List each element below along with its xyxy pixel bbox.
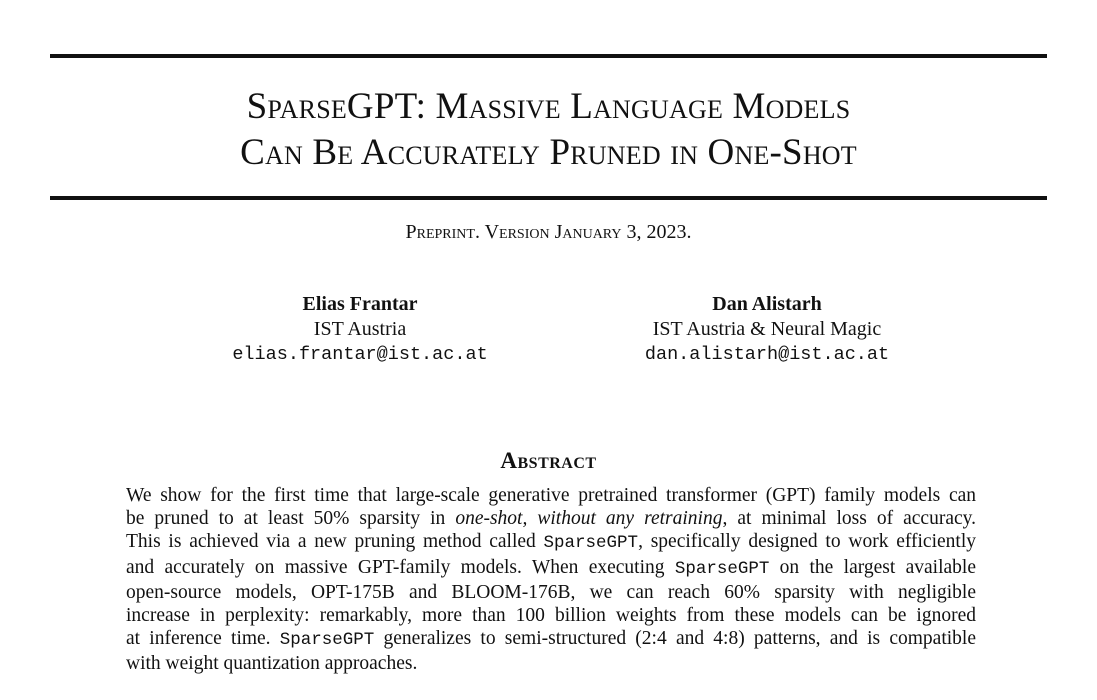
author-block: [190, 292, 530, 367]
method-name-code: SparseGPT: [543, 533, 639, 554]
paper-title-line-2: Can Be Accurately Pruned in One-Shot: [240, 132, 857, 173]
paper-title: [50, 84, 1047, 176]
abstract-line-4: [126, 556, 976, 581]
abstract-body: [126, 484, 976, 676]
abstract-heading: Abstract: [500, 448, 597, 473]
abstract-text: , specifically designed to work efficiently: [638, 531, 976, 553]
author-email: dan.alistarh@ist.ac.at: [644, 344, 890, 365]
author-email: elias.frantar@ist.ac.at: [232, 344, 488, 365]
paper-title-line-1: SparseGPT: Massive Language Models: [246, 86, 851, 127]
abstract-line-3: [126, 530, 976, 555]
abstract-text: generalizes to semi-structured (2:4 and 4:8) patterns, and is compatible: [374, 628, 976, 650]
abstract-line-1: We show for the first time that large-scale generative pretrained transformer (GPT) family models can: [126, 485, 976, 506]
abstract-text: on the largest available: [769, 556, 976, 578]
author-name: Elias Frantar: [302, 293, 418, 315]
title-bottom-rule: [50, 196, 1047, 200]
abstract-line-7: [126, 627, 976, 652]
abstract-line-2: [126, 507, 976, 530]
abstract-line-6: increase in perplexity: remarkably, more than 100 billion weights from these models can be ignored: [126, 605, 976, 627]
method-name-code: SparseGPT: [674, 558, 770, 579]
abstract-text: and accurately on massive GPT-family models. When executing: [126, 556, 675, 578]
author-block: [592, 292, 942, 367]
author-affiliation: IST Austria: [313, 318, 407, 340]
abstract-line-5: open-source models, OPT-175B and BLOOM-176B, we can reach 60% sparsity with negligible: [126, 581, 976, 603]
abstract-text: be pruned to at least 50% sparsity in: [126, 508, 456, 530]
abstract-emphasis: one-shot, without any retraining: [455, 508, 723, 530]
author-name: Dan Alistarh: [712, 293, 822, 315]
preprint-note: Preprint. Version January 3, 2023.: [405, 221, 692, 243]
abstract-text: , at minimal loss of accuracy.: [722, 508, 976, 530]
abstract-text: at inference time.: [126, 628, 280, 650]
title-top-rule: [50, 54, 1047, 58]
author-affiliation: IST Austria & Neural Magic: [652, 318, 882, 340]
abstract-line-8: with weight quantization approaches.: [126, 653, 418, 675]
method-name-code: SparseGPT: [279, 630, 375, 651]
abstract-text: This is achieved via a new pruning method called: [126, 531, 544, 553]
